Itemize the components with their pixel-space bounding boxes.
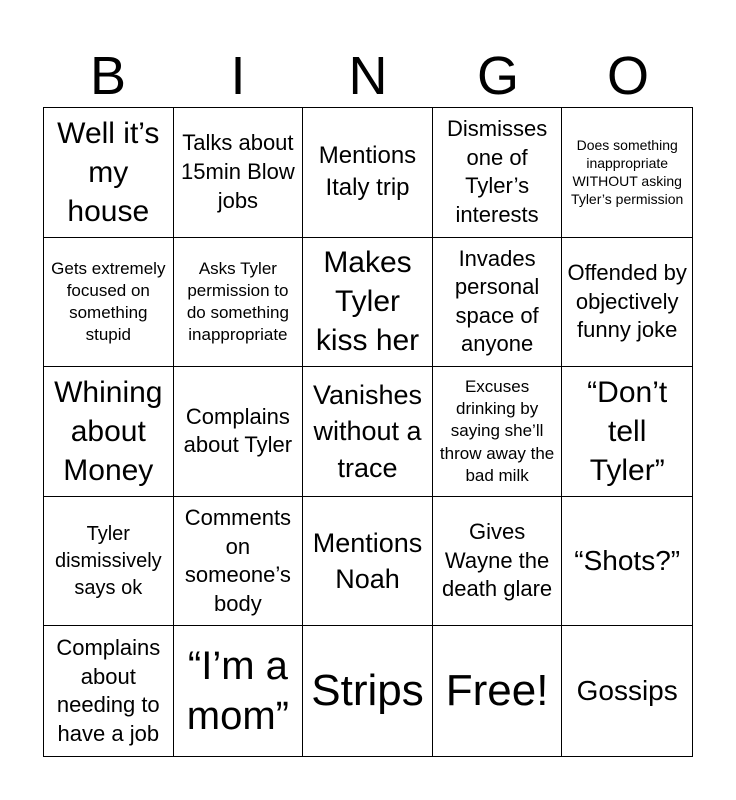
bingo-cell-r1c3[interactable]: Mentions Italy trip (303, 108, 433, 238)
header-letter-g: G (476, 46, 519, 106)
header-letter-n: N (348, 46, 388, 106)
bingo-cell-r5c2[interactable]: “I’m a mom” (174, 626, 304, 756)
bingo-cell-r4c2[interactable]: Comments on someone’s body (174, 497, 304, 627)
bingo-cell-r4c4[interactable]: Gives Wayne the death glare (433, 497, 563, 627)
header-letter-i: I (230, 46, 246, 106)
bingo-cell-r5c5[interactable]: Gossips (576, 675, 678, 707)
bingo-cell-r3c3[interactable]: Vanishes without a trace (303, 367, 433, 497)
bingo-cell-r5c1[interactable]: Complains about needing to have a job (44, 626, 174, 756)
bingo-cell-r3c4[interactable]: Excuses drinking by saying she’ll throw away the bad milk (433, 367, 563, 497)
bingo-header (43, 44, 693, 108)
bingo-cell-r3c1[interactable]: Whining about Money (44, 367, 174, 497)
bingo-cell-r4c3[interactable]: Mentions Noah (303, 497, 433, 627)
bingo-cell-r2c2[interactable]: Asks Tyler permission to do something inappropriate (174, 238, 304, 368)
bingo-cell-r2c5[interactable]: Offended by objectively funny joke (562, 238, 692, 368)
bingo-cell-r1c1[interactable]: Well it’s my house (44, 108, 174, 238)
bingo-cell-r1c5[interactable]: Does something inappropriate WITHOUT asking Tyler’s permission (562, 108, 692, 238)
header-letter-b: B (89, 46, 127, 106)
bingo-cell-r5c3[interactable]: Strips (303, 626, 433, 756)
bingo-cell-r1c2[interactable]: Talks about 15min Blow jobs (174, 108, 304, 238)
bingo-cell-r5c4-free-space[interactable]: Free! (433, 626, 563, 756)
bingo-cell-r2c4[interactable]: Invades personal space of anyone (433, 238, 563, 368)
bingo-cell-r4c1[interactable]: Tyler dismissively says ok (44, 497, 174, 627)
bingo-cell-r2c3[interactable]: Makes Tyler kiss her (303, 238, 433, 368)
bingo-cell-r4c5[interactable]: “Shots?” (562, 497, 692, 627)
bingo-card-grid (43, 107, 693, 757)
bingo-cell-r3c5[interactable]: “Don’t tell Tyler” (562, 367, 692, 497)
bingo-cell-r2c1[interactable]: Gets extremely focused on something stupid (44, 238, 174, 368)
bingo-cell-r1c4[interactable]: Dismisses one of Tyler’s interests (433, 108, 563, 238)
bingo-cell-r3c2[interactable]: Complains about Tyler (174, 367, 304, 497)
header-letter-o: O (606, 46, 649, 106)
